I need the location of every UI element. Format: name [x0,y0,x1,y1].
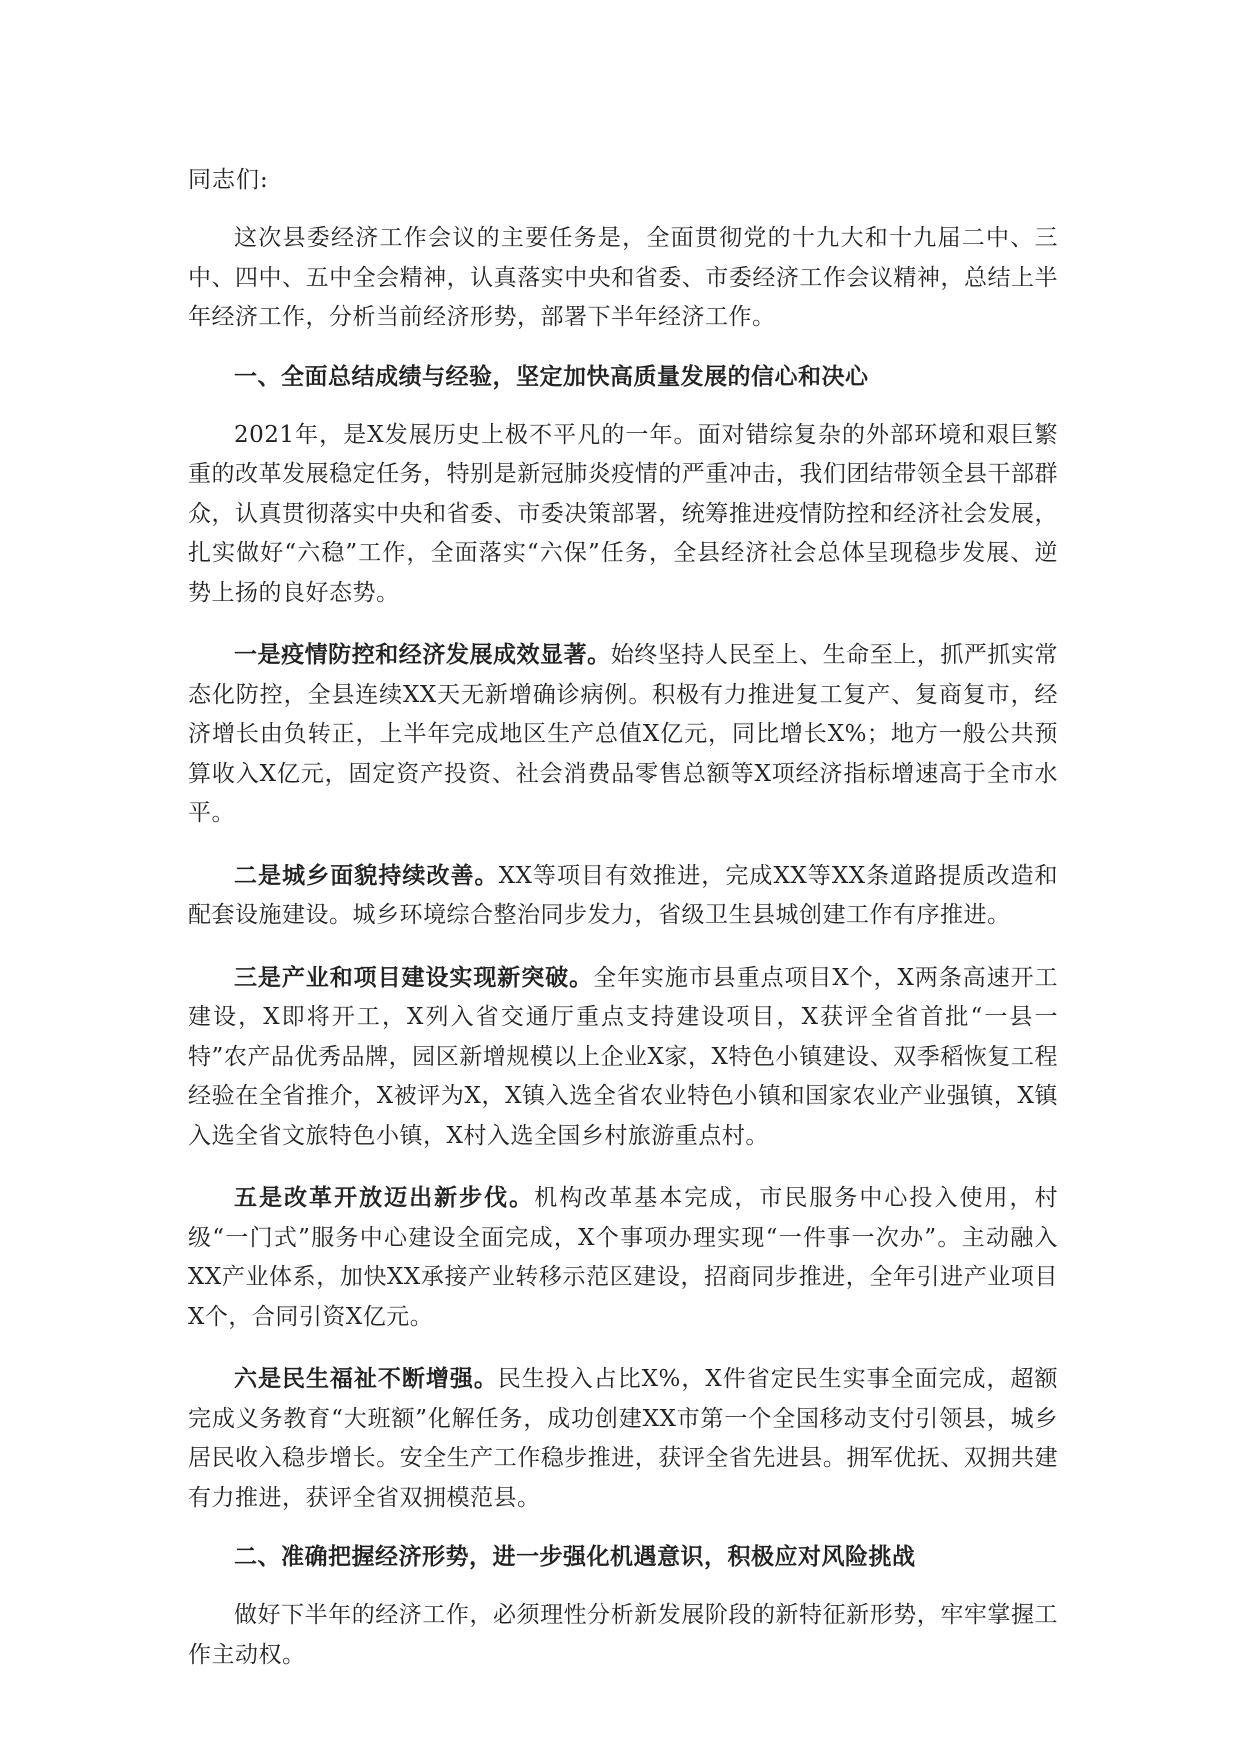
point-paragraph-urban-rural [188,856,1058,936]
point-lead: 五是改革开放迈出新步伐。 [234,1184,535,1211]
point-paragraph-reform [188,1178,1058,1337]
point-lead: 六是民生福祉不断增强。 [234,1365,498,1392]
point-paragraph-livelihood [188,1359,1058,1518]
point-lead: 一是疫情防控和经济发展成效显著。 [234,641,611,668]
point-body: 始终坚持人民至上、生命至上，抓严抓实常态化防控，全县连续XX天无新增确诊病例。积极有力推进复工复产、复商复市，经济增长由负转正，上半年完成地区生产总值X亿元，同比增长X%；地方一般公共预算收入X亿元，固定资产投资、社会消费品零售总额等X项经济指标增速高于全市水平。 [188,642,1059,826]
point-body: XX等项目有效推进，完成XX等XX条道路提质改造和配套设施建设。城乡环境综合整治同步发力，省级卫生县城创建工作有序推进。 [188,862,1059,928]
intro-paragraph: 这次县委经济工作会议的主要任务是，全面贯彻党的十九大和十九届二中、三中、四中、五中全会精神，认真落实中央和省委、市委经济工作会议精神，总结上半年经济工作，分析当前经济形势，部署下半年经济工作。 [188,225,1058,330]
point-paragraph-industry [188,958,1058,1157]
point-lead: 三是产业和项目建设实现新突破。 [234,963,594,991]
point-lead: 二是城乡面貌持续改善。 [234,861,499,889]
section-heading-2: 二、准确把握经济形势，进一步强化机遇意识，积极应对风险挑战 [234,1543,916,1570]
salutation: 同志们: [188,167,269,193]
point-body: 机构改革基本完成，市民服务中心投入使用，村级“一门式”服务中心建设全面完成，X个事项办理实现“一件事一次办”。主动融入XX产业体系，加快XX承接产业转移示范区建设，招商同步推进，全年引进产业项目X个，合同引资X亿元。 [188,1185,1058,1330]
section-2-overview: 做好下半年的经济工作，必须理性分析新发展阶段的新特征新形势，牢牢掌握工作主动权。 [188,1602,1058,1668]
document-body [188,163,1058,1697]
section-heading-1: 一、全面总结成绩与经验，坚定加快高质量发展的信心和决心 [234,362,869,390]
section-1-overview: 2021年，是X发展历史上极不平凡的一年。面对错综复杂的外部环境和艰巨繁重的改革发展稳定任务，特别是新冠肺炎疫情的严重冲击，我们团结带领全县干部群众，认真贯彻落实中央和省委、市委决策部署，统筹推进疫情防控和经济社会发展，扎实做好“六稳”工作，全面落实“六保”任务，全县经济社会总体呈现稳步发展、逆势上扬的良好态势。 [188,421,1058,606]
point-paragraph-epidemic [188,635,1058,834]
point-body: 全年实施市县重点项目X个，X两条高速开工建设，X即将开工，X列入省交通厅重点支持建设项目，X获评全省首批“一县一特”农产品优秀品牌，园区新增规模以上企业X家，X特色小镇建设、双季稻恢复工程经验在全省推介，X被评为X，X镇入选全省农业特色小镇和国家农业产业强镇，X镇入选全省文旅特色小镇，X村入选全国乡村旅游重点村。 [188,964,1059,1149]
point-body: 民生投入占比X%，X件省定民生实事全面完成，超额完成义务教育“大班额”化解任务，成功创建XX市第一个全国移动支付引领县，城乡居民收入稳步增长。安全生产工作稳步推进，获评全省先进县。拥军优抚、双拥共建有力推进，获评全省双拥模范县。 [188,1366,1058,1511]
